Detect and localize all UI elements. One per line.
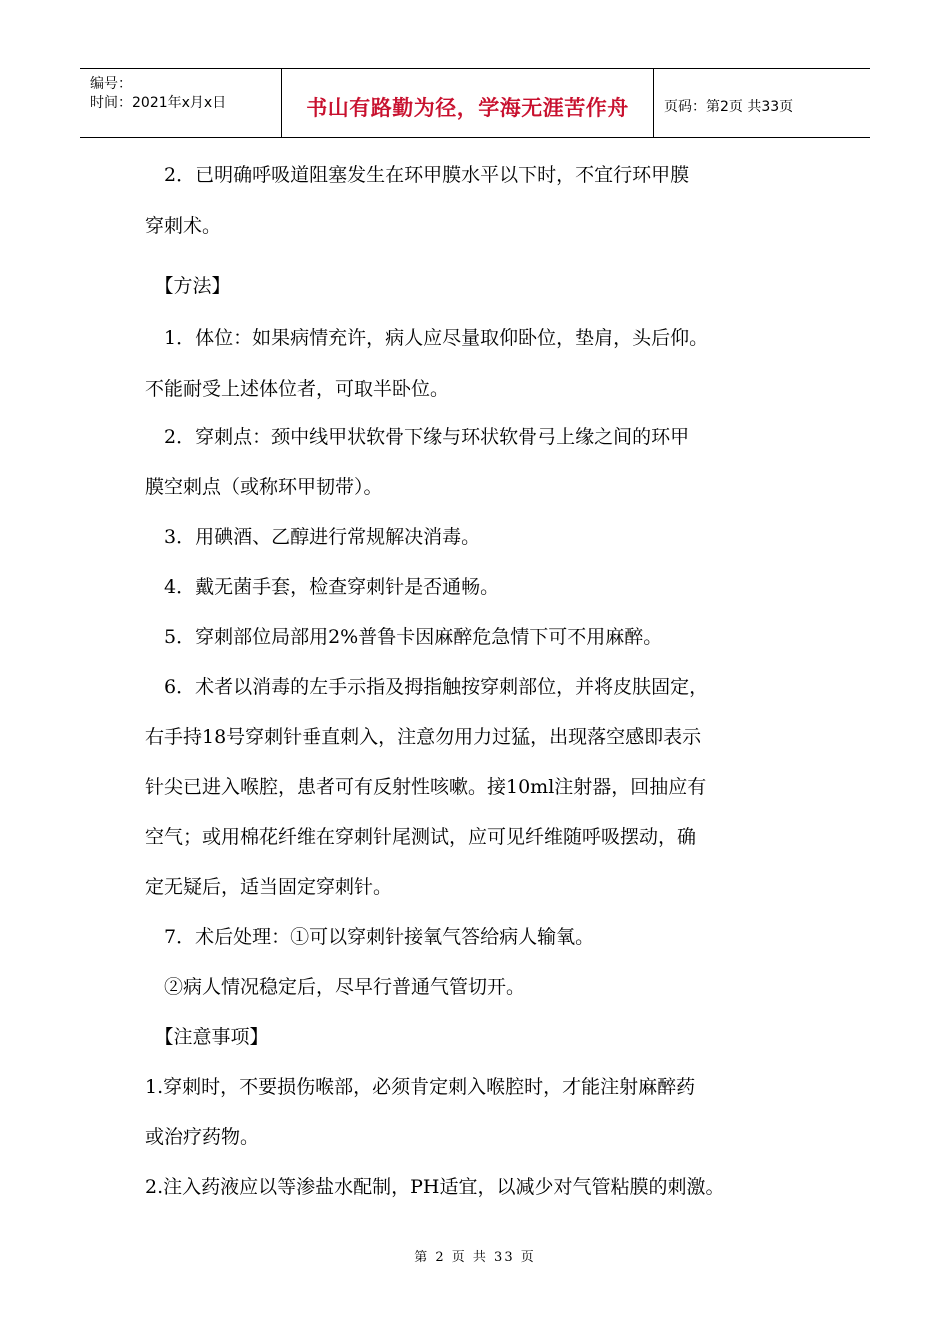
text-line: 2．穿刺点：颈中线甲状软骨下缘与环状软骨弓上缘之间的环甲 (145, 426, 690, 448)
page-header (80, 68, 870, 138)
text-line: 右手持18号穿刺针垂直刺入，注意勿用力过猛，出现落空感即表示 (145, 726, 702, 748)
header-middle-cell (282, 69, 654, 137)
text-line: 7．术后处理：①可以穿刺针接氧气答给病人输氧。 (145, 926, 595, 948)
text-line: 1．体位：如果病情充许，病人应尽量取仰卧位，垫肩，头后仰。 (145, 327, 709, 349)
text-line: ②病人情况稳定后，尽早行普通气管切开。 (145, 976, 526, 998)
header-motto: 书山有路勤为径，学海无涯苦作舟 (306, 96, 629, 120)
section-heading-notes: 【注意事项】 (145, 1026, 269, 1048)
text-line: 2.注入药液应以等渗盐水配制，PH适宜，以减少对气管粘膜的刺激。 (145, 1176, 725, 1198)
text-line: 空气；或用棉花纤维在穿刺针尾测试，应可见纤维随呼吸摆动，确 (145, 826, 697, 848)
text-line: 4．戴无菌手套，检查穿刺针是否通畅。 (145, 576, 500, 598)
text-line: 膜空刺点（或称环甲韧带）。 (145, 476, 383, 498)
text-line: 穿刺术。 (145, 215, 222, 237)
text-line: 或治疗药物。 (145, 1126, 260, 1148)
page-footer: 第 2 页 共 33 页 (414, 1250, 536, 1265)
text-line: 1.穿刺时，不要损伤喉部，必须肯定刺入喉腔时，才能注射麻醉药 (145, 1076, 696, 1098)
text-line: 6．术者以消毒的左手示指及拇指触按穿刺部位，并将皮肤固定， (145, 676, 709, 698)
document-number-label: 编号： (90, 76, 132, 92)
text-line: 定无疑后，适当固定穿刺针。 (145, 876, 393, 898)
header-right-cell (654, 69, 870, 137)
text-line: 2．已明确呼吸道阻塞发生在环甲膜水平以下时，不宜行环甲膜 (145, 164, 690, 186)
header-left-cell (80, 69, 282, 137)
text-line: 不能耐受上述体位者，可取半卧位。 (145, 378, 450, 400)
text-line: 3．用碘酒、乙醇进行常规解决消毒。 (145, 526, 481, 548)
document-date-label: 时间：2021年x月x日 (90, 95, 227, 111)
section-heading-method: 【方法】 (145, 275, 231, 297)
text-line: 针尖已进入喉腔，患者可有反射性咳嗽。接10ml注射器，回抽应有 (145, 776, 707, 798)
header-page-info: 页码：第2页 共33页 (664, 99, 794, 115)
text-line: 5．穿刺部位局部用2%普鲁卡因麻醉危急情下可不用麻醉。 (145, 626, 663, 648)
